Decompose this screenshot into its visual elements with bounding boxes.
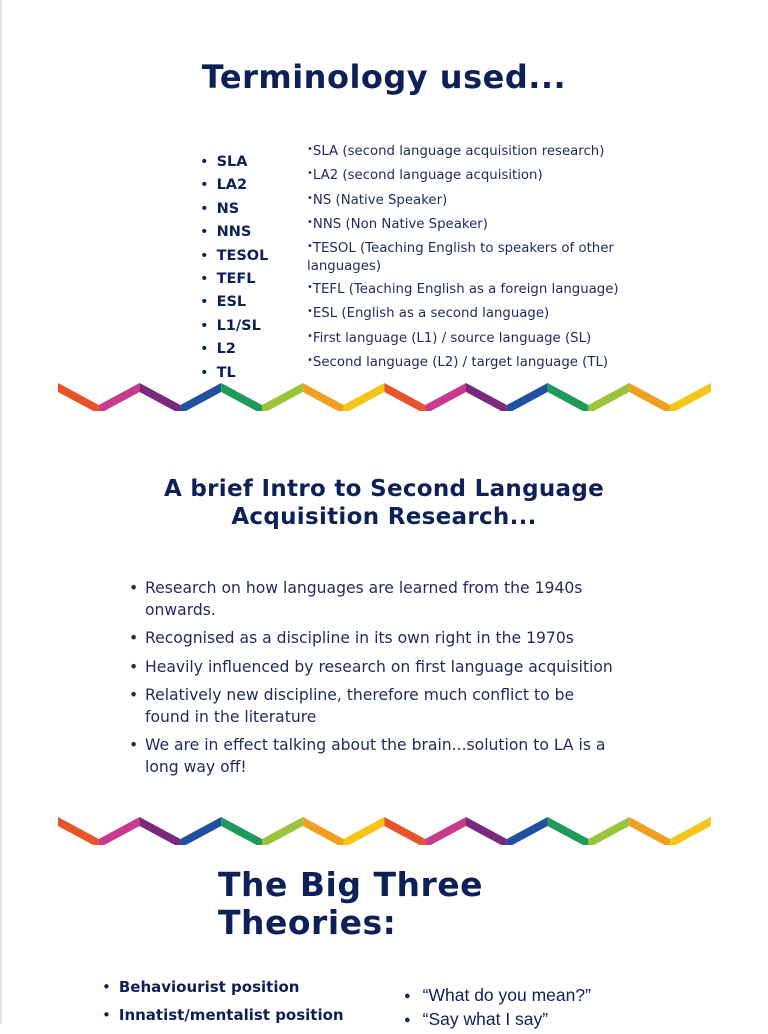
abbreviation-item: • L1/SL (200, 315, 268, 338)
abbreviation-item: • TESOL (200, 245, 268, 268)
zigzag-segment (180, 383, 221, 411)
big-three-title (218, 866, 518, 942)
zigzag-segment (99, 817, 140, 845)
zigzag-segment (344, 817, 385, 845)
abbreviation-item: • TEFL (200, 268, 268, 291)
definition-item: • TESOL (Teaching English to speakers of other languages) (307, 241, 619, 275)
zigzag-segment (384, 817, 425, 845)
zigzag-segment (629, 817, 670, 845)
abbreviation-item: • LA2 (200, 174, 268, 197)
zigzag-segment (262, 817, 303, 845)
big-three-title-text: The Big Three Theories: (218, 865, 483, 942)
intro-bullet-list (129, 578, 619, 785)
definition-item: • NNS (Non Native Speaker) (307, 217, 619, 235)
zigzag-divider (58, 377, 712, 411)
definition-item: • SLA (second language acquisition research) (307, 144, 619, 162)
zigzag-segment (344, 383, 385, 411)
intro-title-text: A brief Intro to Second Language Acquisition Research... (163, 476, 604, 530)
intro-bullet: • We are in effect talking about the brain...solution to LA is a long way off! (129, 735, 619, 778)
abbreviation-item: • L2 (200, 338, 268, 361)
zigzag-segment (99, 383, 140, 411)
zigzag-segment (588, 817, 629, 845)
abbreviation-item: • ESL (200, 291, 268, 314)
definition-item: • Second language (L2) / target language (TL) (307, 355, 619, 373)
abbreviation-list (200, 151, 268, 385)
zigzag-segment (58, 383, 99, 411)
zigzag-segment (670, 817, 711, 845)
abbreviation-item: • SLA (200, 151, 268, 174)
definition-item: • ESL (English as a second language) (307, 306, 619, 324)
zigzag-segment (425, 817, 466, 845)
zigzag-segment (303, 383, 344, 411)
terminology-title: Terminology used... (201, 58, 567, 96)
zigzag-segment (221, 817, 262, 845)
zigzag-segment (58, 817, 99, 845)
definition-item: • LA2 (second language acquisition) (307, 168, 619, 186)
zigzag-segment (629, 383, 670, 411)
zigzag-segment (548, 817, 589, 845)
zigzag-segment (507, 817, 548, 845)
zigzag-segment (140, 817, 181, 845)
intro-title (0, 475, 768, 531)
zigzag-segment (466, 817, 507, 845)
zigzag-segment (507, 383, 548, 411)
quote-item: ● “Say what I say” (404, 1007, 591, 1031)
zigzag-segment (425, 383, 466, 411)
zigzag-segment (548, 383, 589, 411)
definition-list (307, 144, 619, 379)
position-item: • Innatist/mentalist position (102, 1003, 344, 1031)
zigzag-segment (140, 383, 181, 411)
position-item: • Behaviourist position (102, 975, 344, 1003)
zigzag-segment (221, 383, 262, 411)
intro-bullet: • Heavily influenced by research on first language acquisition (129, 657, 619, 679)
definition-item: • First language (L1) / source language (SL) (307, 331, 619, 349)
definition-item: • NS (Native Speaker) (307, 193, 619, 211)
intro-bullet: • Relatively new discipline, therefore much conflict to be found in the literature (129, 685, 619, 728)
intro-bullet: • Recognised as a discipline in its own right in the 1970s (129, 628, 619, 650)
zigzag-segment (262, 383, 303, 411)
definition-item: • TEFL (Teaching English as a foreign language) (307, 282, 619, 300)
abbreviation-item: • NS (200, 198, 268, 221)
zigzag-segment (466, 383, 507, 411)
position-list (102, 975, 344, 1031)
zigzag-segment (303, 817, 344, 845)
intro-bullet: • Research on how languages are learned from the 1940s onwards. (129, 578, 619, 621)
zigzag-segment (384, 383, 425, 411)
zigzag-segment (180, 817, 221, 845)
abbreviation-item: • NNS (200, 221, 268, 244)
zigzag-segment (670, 383, 711, 411)
zigzag-divider (58, 811, 712, 845)
quote-item: ● “What do you mean?” (404, 983, 591, 1007)
zigzag-segment (588, 383, 629, 411)
abbreviation-item: • TL (200, 362, 268, 385)
